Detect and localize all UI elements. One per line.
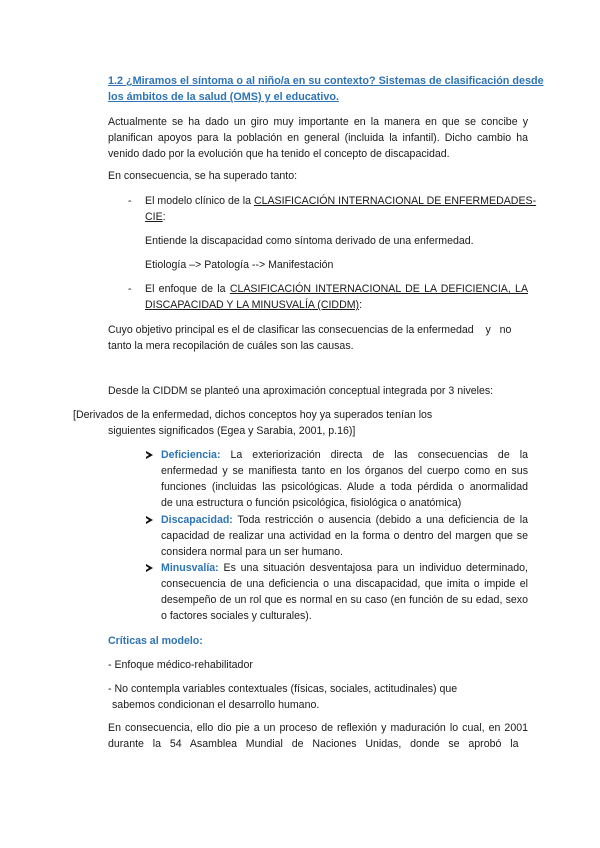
ciddm-link-continued[interactable]: DISCAPACIDAD Y LA MINUSVALÍA (CIDDM) — [145, 299, 360, 311]
deficiencia-text-4: de una estructura o función psicológica, fisiológica o anatómica) — [161, 497, 462, 509]
discapacidad-text-1: Toda restricción o ausencia (debido a una deficiencia de la — [232, 514, 528, 526]
section-heading-line-2: los ámbitos de la salud (OMS) y el educativo. — [108, 91, 339, 103]
level-minusvalia — [161, 560, 528, 624]
minusvalia-text-3: desempeño de un rol que es normal en su caso (en función de su edad, sexo — [161, 594, 528, 606]
minusvalia-text-2: consecuencia de una deficiencia o una discapacidad, que imita o impide el — [161, 578, 528, 590]
discapacidad-text-2: capacidad de realizar una actividad en la forma o dentro del margen que se — [161, 530, 528, 542]
objective-line-1: Cuyo objetivo principal es el de clasificar las consecuencias de la enfermedad y no — [108, 324, 512, 336]
cie-link[interactable]: CLASIFICACIÓN INTERNACIONAL DE ENFERMEDADES- — [253, 195, 537, 207]
criticas-title: Críticas al modelo: — [108, 635, 203, 647]
list-item-cie — [145, 193, 537, 225]
cie-link-continued[interactable]: CIE — [145, 211, 163, 223]
intro-line-2: planifican apoyos para la población en general (incluida la infantil). Dicho cambio ha — [108, 132, 528, 144]
intro-line-3: venido dado por la evolución que ha tenido el concepto de discapacidad. — [108, 148, 450, 160]
ciddm-link[interactable]: CLASIFICACIÓN INTERNACIONAL DE LA DEFICIENCIA, LA — [229, 283, 529, 295]
list-item-cie-prefix: El modelo clínico de la — [145, 195, 254, 207]
arrow-bullet-icon — [146, 451, 153, 459]
list-bullet-2: - — [128, 283, 132, 295]
discapacidad-text-3: considera normal para un ser humano. — [161, 546, 343, 558]
list-bullet-1: - — [128, 195, 132, 207]
minusvalia-term: Minusvalía: — [161, 562, 219, 574]
list-item-cie-suffix: : — [162, 211, 166, 223]
ciddm-intro: Desde la CIDDM se planteó una aproximación conceptual integrada por 3 niveles: — [108, 385, 494, 397]
criticas-item-2-line-1: - No contempla variables contextuales (físicas, sociales, actitudinales) que — [108, 683, 458, 695]
arrow-bullet-icon — [146, 516, 153, 524]
level-deficiencia — [161, 447, 528, 511]
deficiencia-text-3: funciones (incluidas las psicológicas. Alude a toda pérdida o anormalidad — [161, 481, 528, 493]
cie-etiology: Etiología –> Patología --> Manifestación — [145, 259, 334, 271]
cie-description: Entiende la discapacidad como síntoma derivado de una enfermedad. — [145, 235, 474, 247]
section-heading[interactable] — [108, 73, 544, 105]
derived-line-1: [Derivados de la enfermedad, dichos conceptos hoy ya superados tenían los — [73, 409, 433, 421]
discapacidad-term: Discapacidad: — [161, 514, 233, 526]
intro-paragraph — [108, 114, 528, 162]
level-discapacidad — [161, 512, 528, 560]
list-item-ciddm — [145, 281, 528, 313]
final-line-2: durante la 54 Asamblea Mundial de Naciones Unidas, donde se aprobó la — [108, 738, 519, 750]
final-line-1: En consecuencia, ello dio pie a un proceso de reflexión y maduración lo cual, en 2001 — [108, 722, 528, 734]
objective-paragraph — [108, 322, 528, 354]
consequence-line: En consecuencia, se ha superado tanto: — [108, 170, 298, 182]
arrow-bullet-icon — [146, 564, 153, 572]
criticas-item-2-line-2: sabemos condicionan el desarrollo humano. — [112, 699, 320, 711]
derived-line-2: siguientes significados (Egea y Sarabia, 2001, p.16)] — [108, 425, 356, 437]
final-paragraph — [108, 720, 528, 752]
list-item-ciddm-suffix: : — [359, 299, 363, 311]
objective-line-2: tanto la mera recopilación de cuáles son las causas. — [108, 340, 354, 352]
deficiencia-text-1: La exteriorización directa de las consecuencias de la — [220, 449, 528, 461]
section-heading-line-1: 1.2 ¿Miramos el síntoma o al niño/a en su contexto? Sistemas de clasificación desde — [108, 75, 544, 87]
list-item-ciddm-prefix: El enfoque de la — [145, 283, 230, 295]
criticas-item-1: - Enfoque médico-rehabilitador — [108, 659, 253, 671]
minusvalia-text-4: o factores sociales y culturales). — [161, 610, 312, 622]
intro-line-1: Actualmente se ha dado un giro muy importante en la manera en que se concibe y — [108, 116, 528, 128]
minusvalia-text-1: Es una situación desventajosa para un individuo determinado, — [218, 562, 528, 574]
deficiencia-text-2: enfermedad y se manifiesta tanto en los órganos del cuerpo como en sus — [161, 465, 528, 477]
deficiencia-term: Deficiencia: — [161, 449, 221, 461]
